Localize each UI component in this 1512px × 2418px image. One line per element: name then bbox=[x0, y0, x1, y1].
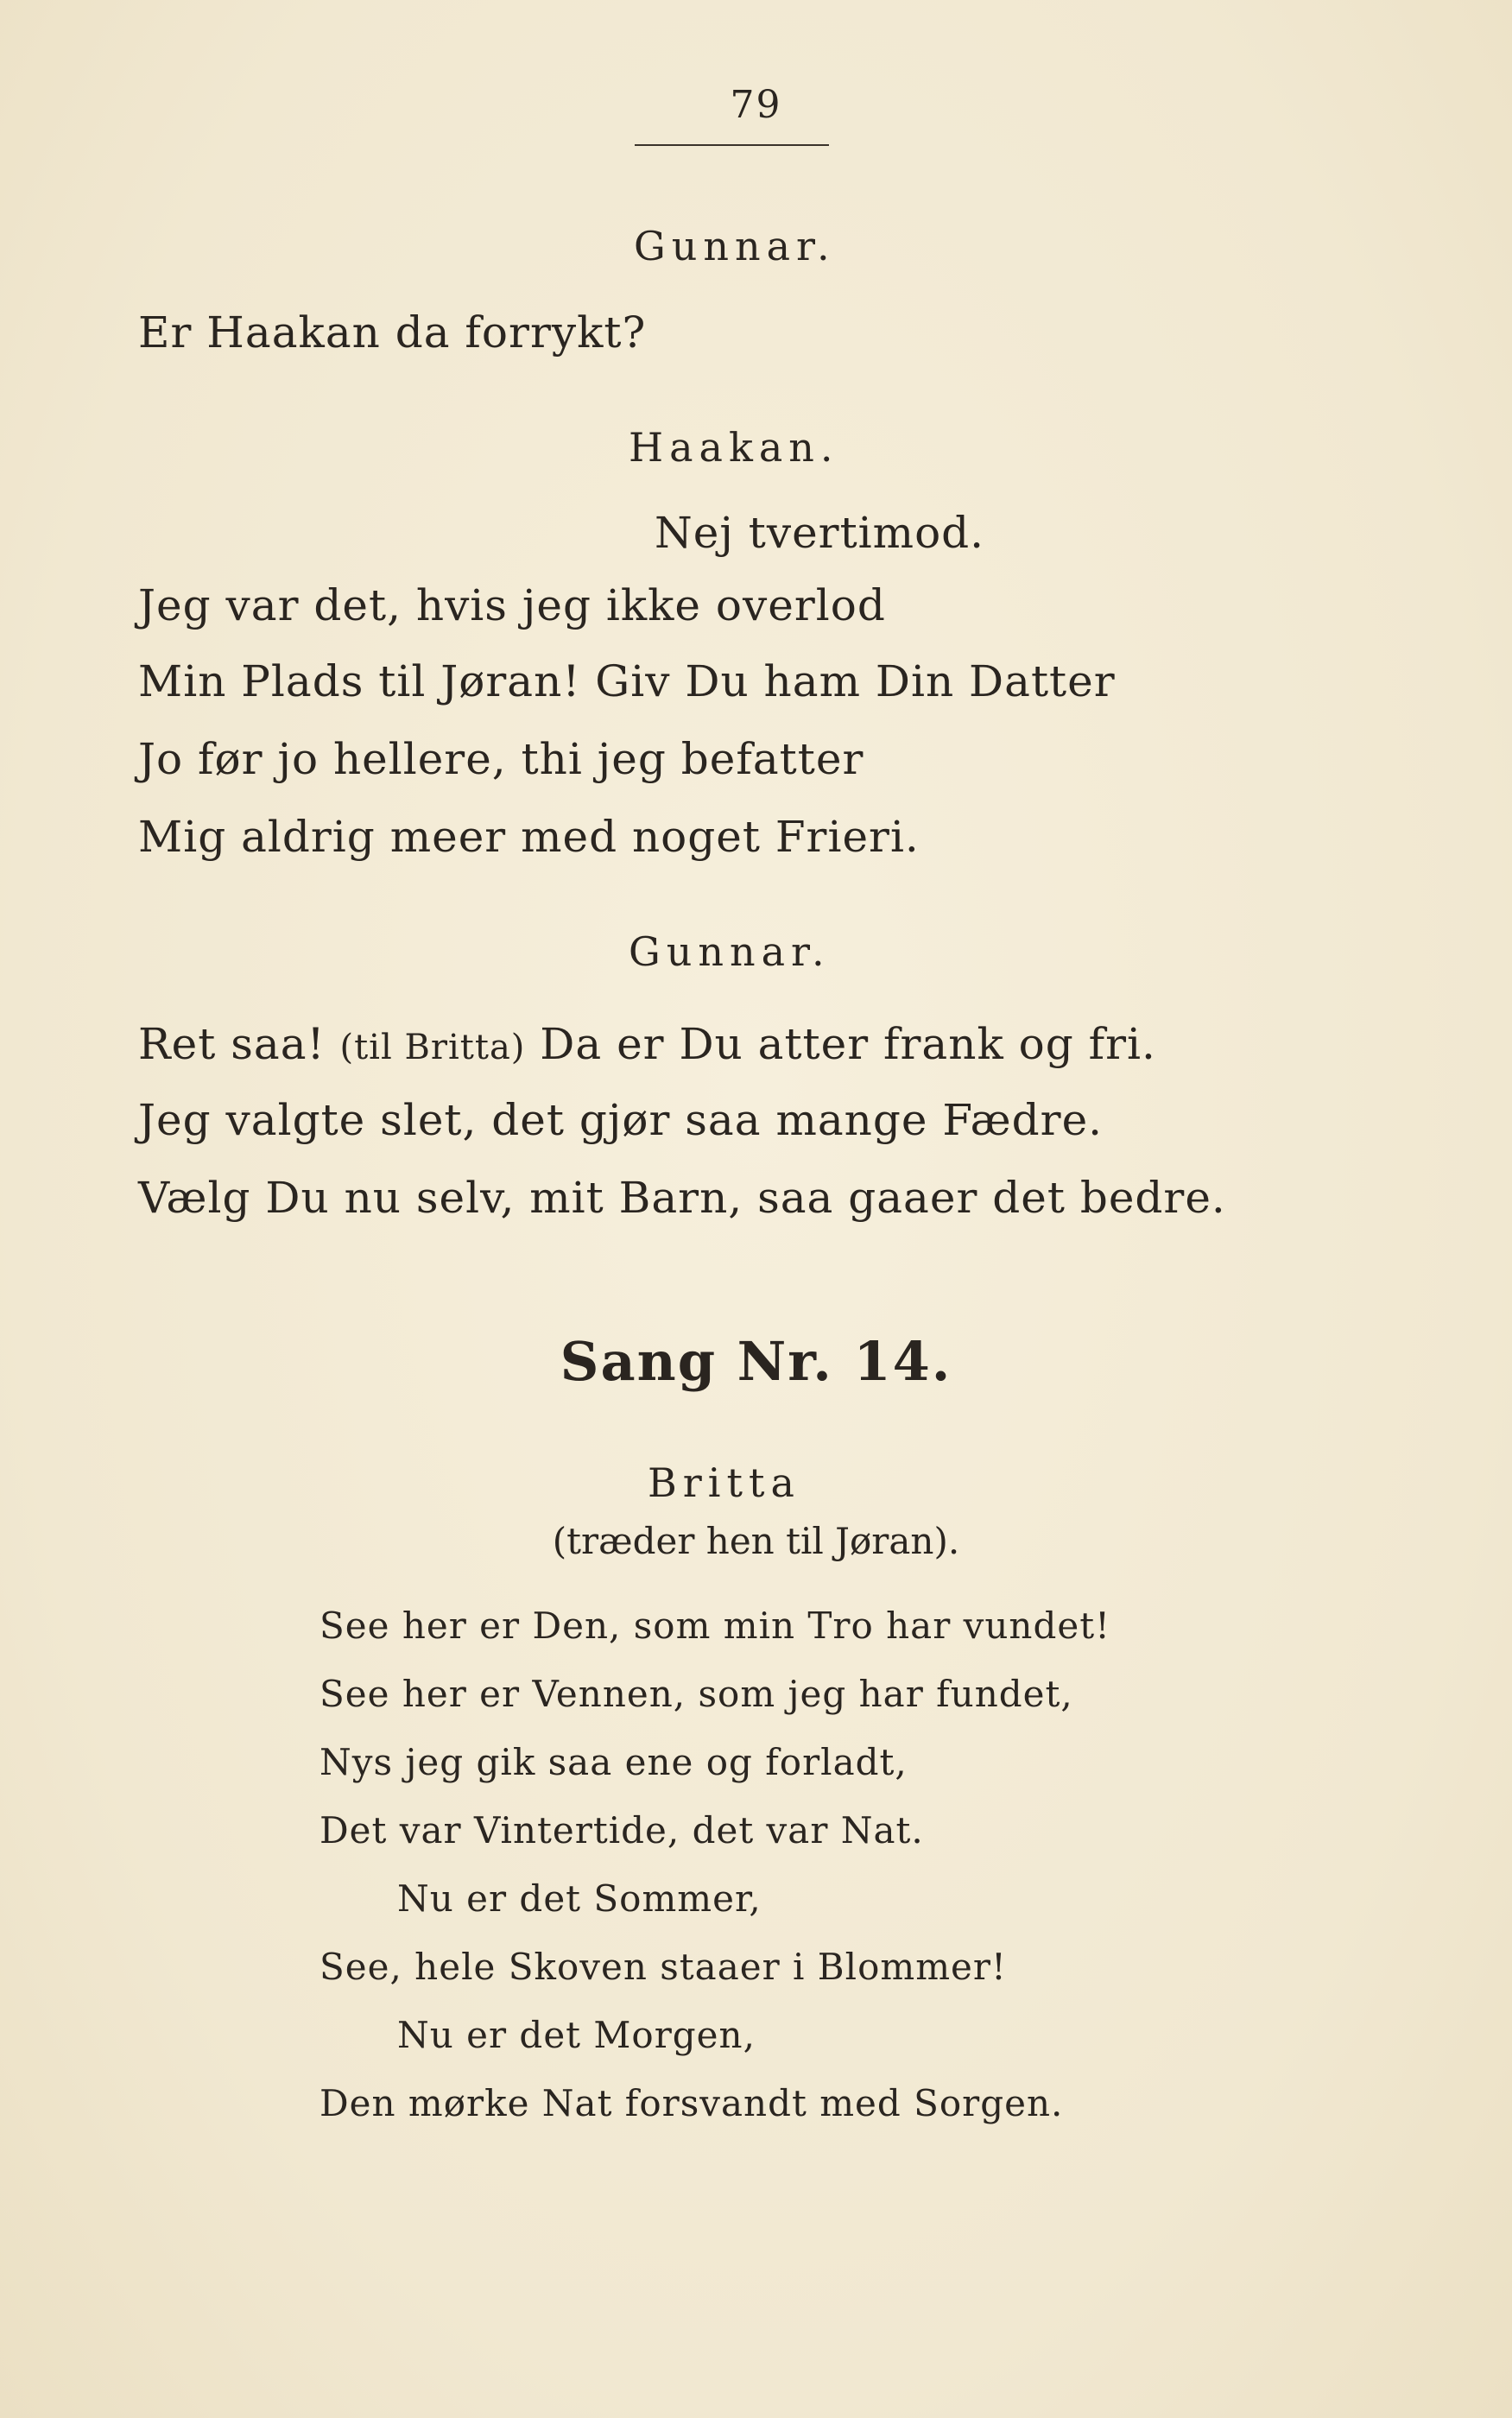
page-number: 79 bbox=[730, 83, 782, 127]
song-line: Nys jeg gik saa ene og forladt, bbox=[319, 1741, 908, 1783]
verse-line: Mig aldrig meer med noget Frieri. bbox=[138, 812, 920, 862]
speaker-name: Gunnar. bbox=[634, 223, 836, 269]
stage-aside: (til Britta) bbox=[339, 1028, 526, 1067]
speaker-name: Gunnar. bbox=[629, 928, 831, 975]
verse-line bbox=[138, 1019, 1156, 1069]
header-rule bbox=[635, 144, 829, 146]
song-line: See, hele Skoven staaer i Blommer! bbox=[319, 1946, 1007, 1988]
verse-line: Er Haakan da forrykt? bbox=[138, 307, 647, 358]
song-title: Sang Nr. 14. bbox=[560, 1330, 952, 1393]
song-line: See her er Den, som min Tro har vundet! bbox=[319, 1605, 1110, 1647]
stage-direction: (træder hen til Jøran). bbox=[552, 1520, 960, 1562]
verse-line: Min Plads til Jøran! Giv Du ham Din Datter bbox=[138, 656, 1116, 706]
verse-line: Jo før jo hellere, thi jeg befatter bbox=[138, 734, 864, 784]
song-line: Nu er det Sommer, bbox=[397, 1877, 762, 1920]
line-text: Da er Du atter frank og fri. bbox=[525, 1019, 1156, 1069]
verse-line: Nej tvertimod. bbox=[655, 508, 985, 558]
song-line: See her er Vennen, som jeg har fundet, bbox=[319, 1673, 1073, 1715]
verse-line: Jeg var det, hvis jeg ikke overlod bbox=[138, 580, 886, 630]
verse-line: Vælg Du nu selv, mit Barn, saa gaaer det bedre. bbox=[138, 1173, 1226, 1223]
song-line: Nu er det Morgen, bbox=[397, 2014, 756, 2056]
line-text: Ret saa! bbox=[138, 1019, 340, 1069]
song-line: Det var Vintertide, det var Nat. bbox=[319, 1809, 924, 1851]
song-line: Den mørke Nat forsvandt med Sorgen. bbox=[319, 2082, 1064, 2124]
verse-line: Jeg valgte slet, det gjør saa mange Fædre. bbox=[138, 1095, 1104, 1145]
speaker-name: Haakan. bbox=[629, 424, 839, 471]
singer-name: Britta bbox=[648, 1459, 800, 1506]
